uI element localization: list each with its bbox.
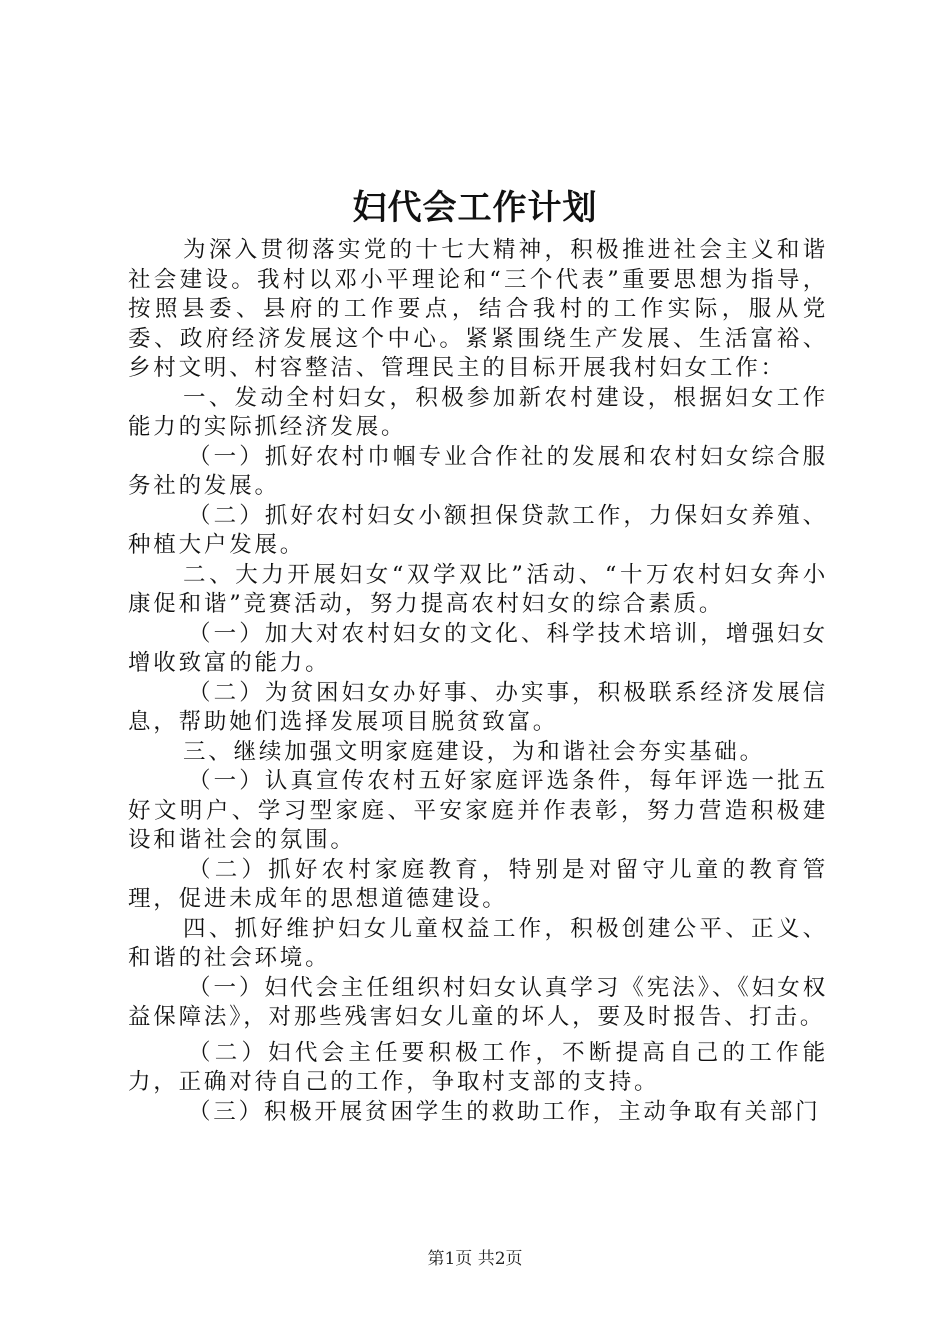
paragraph-item-4-3: （三）积极开展贫困学生的救助工作，主动争取有关部门 [188, 1098, 821, 1125]
paragraph-section-1: 一、发动全村妇女，积极参加新农村建设，根据妇女工作能力的实际抓经济发展。 [128, 384, 828, 440]
paragraph-item-1-2: （二）抓好农村妇女小额担保贷款工作，力保妇女养殖、种植大户发展。 [128, 502, 828, 558]
paragraph-item-2-2: （二）为贫困妇女办好事、办实事，积极联系经济发展信息，帮助她们选择发展项目脱贫致富。 [128, 679, 828, 735]
paragraph-section-2: 二、大力开展妇女“双学双比”活动、“十万农村妇女奔小康促和谐”竞赛活动，努力提高农村妇女的综合素质。 [128, 561, 828, 617]
paragraph-intro: 为深入贯彻落实党的十七大精神，积极推进社会主义和谐社会建设。我村以邓小平理论和“三个代表”重要思想为指导，按照县委、县府的工作要点，结合我村的工作实际，服从党委、政府经济发展这个中心。紧紧围绕生产发展、生活富裕、乡村文明、村容整洁、管理民主的目标开展我村妇女工作： [128, 237, 828, 381]
paragraph-section-4: 四、抓好维护妇女儿童权益工作，积极创建公平、正义、和谐的社会环境。 [128, 915, 828, 971]
document-title: 妇代会工作计划 [352, 188, 598, 228]
page-footer: 第1页 共2页 [427, 1249, 523, 1269]
paragraph-item-3-1: （一）认真宣传农村五好家庭评选条件，每年评选一批五好文明户、学习型家庭、平安家庭并作表彰，努力营造积极建设和谐社会的氛围。 [128, 768, 828, 853]
paragraph-item-1-1: （一）抓好农村巾帼专业合作社的发展和农村妇女综合服务社的发展。 [128, 443, 828, 499]
paragraph-item-4-2: （二）妇代会主任要积极工作，不断提高自己的工作能力，正确对待自己的工作，争取村支部的支持。 [128, 1039, 828, 1095]
paragraph-section-3: 三、继续加强文明家庭建设，为和谐社会夯实基础。 [183, 738, 765, 765]
paragraph-item-3-2: （二）抓好农村家庭教育，特别是对留守儿童的教育管理，促进未成年的思想道德建设。 [128, 856, 828, 912]
paragraph-item-4-1: （一）妇代会主任组织村妇女认真学习《宪法》、《妇女权益保障法》，对那些残害妇女儿童的坏人，要及时报告、打击。 [128, 974, 828, 1030]
document-body [128, 236, 828, 1127]
paragraph-item-2-1: （一）加大对农村妇女的文化、科学技术培训，增强妇女增收致富的能力。 [128, 620, 828, 676]
